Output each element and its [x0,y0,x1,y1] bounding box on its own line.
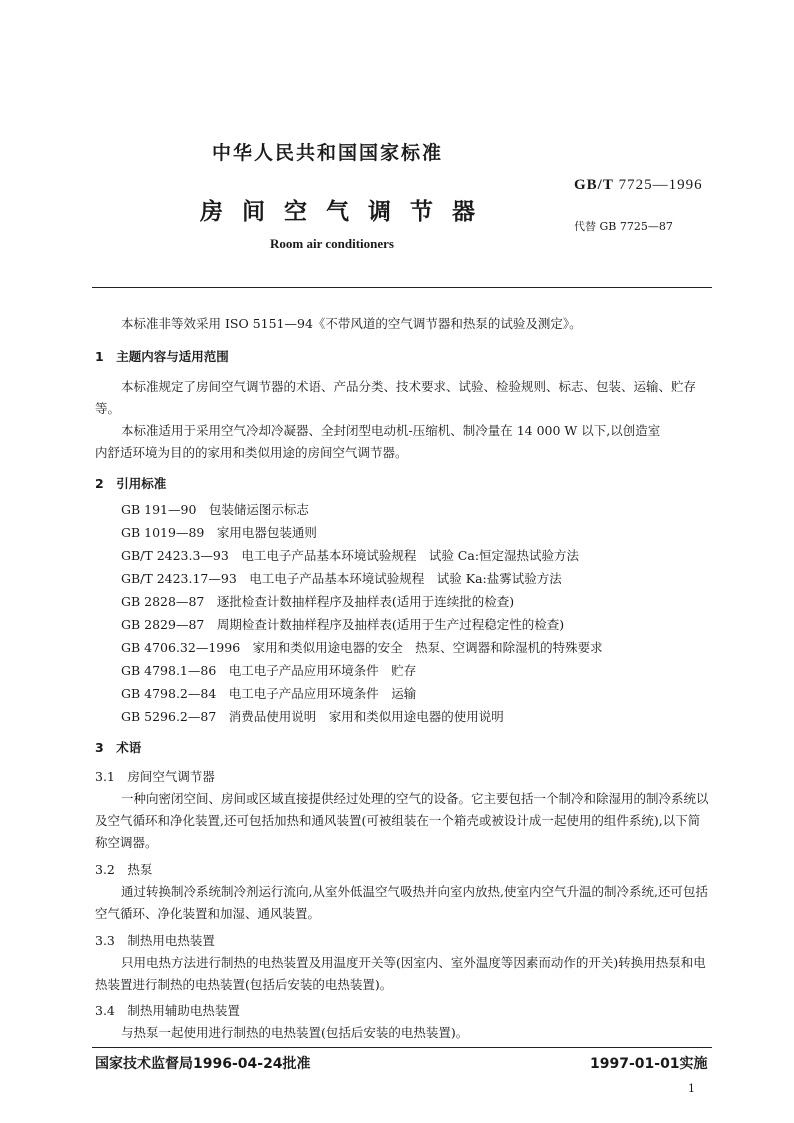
term-3-4-heading: 3.4 制热用辅助电热装置 [95,1003,240,1018]
term-3-3-definition: 只用电热方法进行制热的电热装置及用温度开关等(因室内、室外温度等因素而动作的开关)转换用热泵和电热装置进行制热的电热装置(包括后安装的电热装置)。 [95,955,706,992]
document-title: 房间空气调节器 [200,199,494,225]
standard-number [574,177,703,194]
reference-item: GB/T 2423.3—93 电工电子产品基本环境试验规程 试验 Ca:恒定湿热试验方法 [121,548,580,563]
document-title-english: Room air conditioners [270,236,394,251]
national-standard-heading: 中华人民共和国国家标准 [212,142,444,164]
section-1-paragraph-2: 本标准适用于采用空气冷却冷凝器、全封闭型电动机-压缩机、制冷量在 14 000 W 以下,以创造室 [121,423,661,438]
page-number: 1 [688,1082,695,1095]
reference-item: GB 1019—89 家用电器包装通则 [121,525,317,540]
reference-item: GB 4798.1—86 电工电子产品应用环境条件 贮存 [121,663,417,678]
section-1-paragraph-1: 本标准规定了房间空气调节器的术语、产品分类、技术要求、试验、检验规则、标志、包装、运输、贮存 [121,379,697,394]
term-3-4-definition: 与热泵一起使用进行制热的电热装置(包括后安装的电热装置)。 [121,1025,469,1040]
section-1-paragraph-1-cont: 等。 [95,401,121,416]
section-3-heading: 3 术语 [95,740,142,755]
reference-item: GB 5296.2—87 消费品使用说明 家用和类似用途电器的使用说明 [121,709,504,724]
footer-rule [92,1047,712,1048]
reference-item: GB 4706.32—1996 家用和类似用途电器的安全 热泵、空调器和除湿机的特殊要求 [121,640,603,655]
section-1-paragraph-2-cont: 内舒适环境为目的的家用和类似用途的房间空气调节器。 [95,445,408,460]
replaces-standard: 代替 GB 7725—87 [574,220,673,233]
reference-item: GB 191—90 包装储运图示标志 [121,502,309,517]
section-1-heading: 1 主题内容与适用范围 [95,349,229,364]
approval-date: 国家技术监督局1996-04-24批准 [95,1056,311,1072]
section-2-heading: 2 引用标准 [95,476,167,491]
standard-prefix: GB/T [574,177,614,193]
term-3-1-definition: 一种向密闭空间、房间或区域直接提供经过处理的空气的设备。它主要包括一个制冷和除湿用的制冷系统以及空气循环和净化装置,还可包括加热和通风装置(可被组装在一个箱壳或被设计成一起使用的组件系统),以下简称空调器。 [95,791,709,850]
implementation-date: 1997-01-01实施 [590,1056,708,1072]
standard-code: 7725—1996 [618,177,703,193]
term-3-1-heading: 3.1 房间空气调节器 [95,769,215,784]
term-3-2-heading: 3.2 热泵 [95,862,153,877]
header-rule [92,287,712,288]
reference-item: GB 2829—87 周期检查计数抽样程序及抽样表(适用于生产过程稳定性的检查) [121,617,565,632]
term-3-2-definition: 通过转换制冷系统制冷剂运行流向,从室外低温空气吸热并向室内放热,使室内空气升温的制冷系统,还可包括空气循环、净化装置和加湿、通风装置。 [95,884,708,921]
reference-item: GB 2828—87 逐批检查计数抽样程序及抽样表(适用于连续批的检查) [121,594,515,609]
intro-text: 本标准非等效采用 ISO 5151—94《不带风道的空气调节器和热泵的试验及测定》。 [121,316,582,331]
reference-item: GB/T 2423.17—93 电工电子产品基本环境试验规程 试验 Ka:盐雾试验方法 [121,571,562,586]
term-3-3-heading: 3.3 制热用电热装置 [95,933,215,948]
reference-item: GB 4798.2—84 电工电子产品应用环境条件 运输 [121,686,417,701]
